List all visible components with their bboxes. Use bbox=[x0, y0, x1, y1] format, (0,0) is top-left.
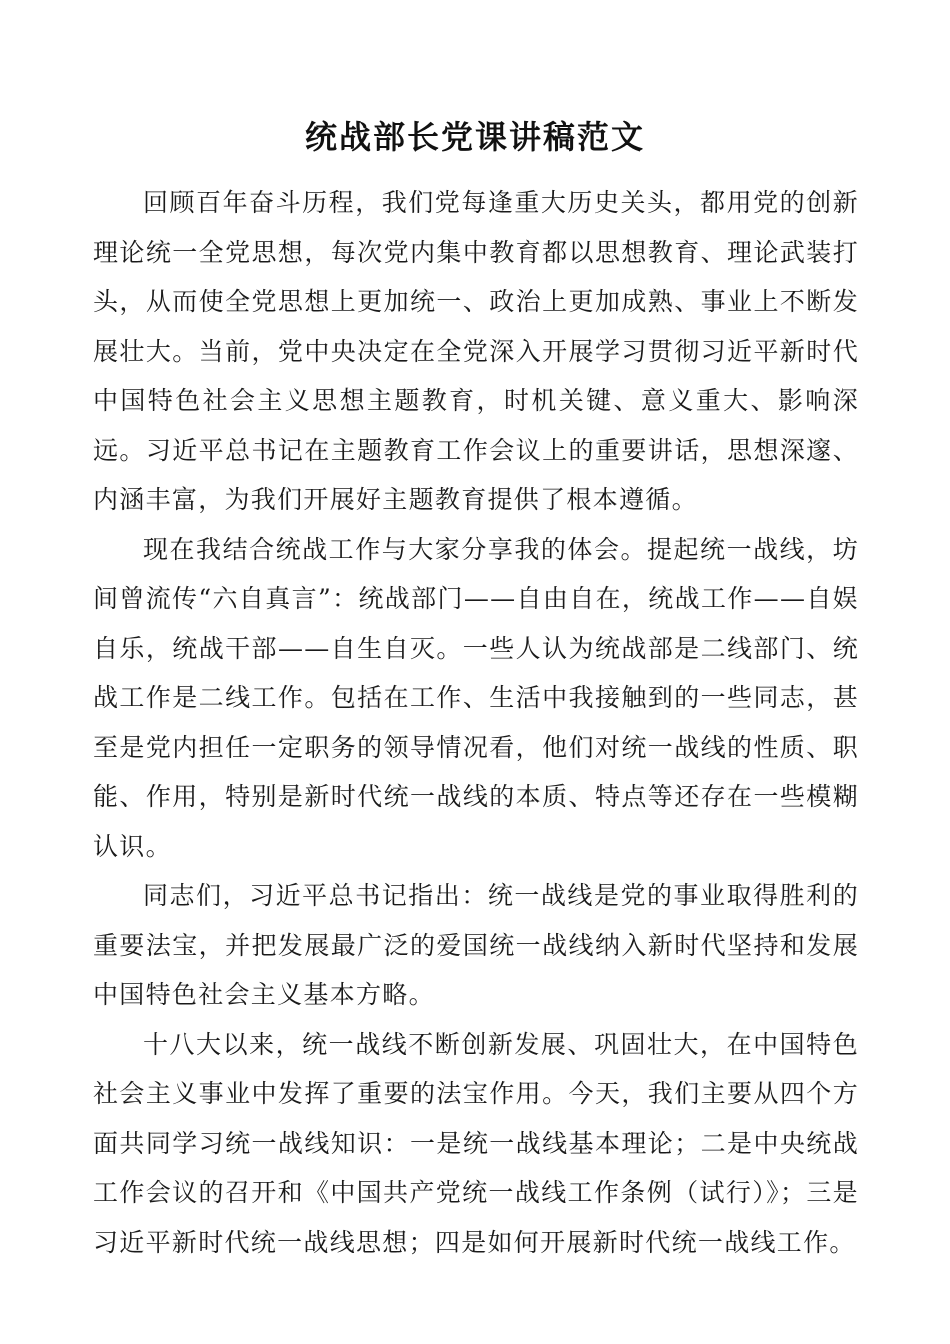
document-body bbox=[93, 178, 859, 1267]
paragraph-3: 同志们，习近平总书记指出：统一战线是党的事业取得胜利的重要法宝，并把发展最广泛的爱国统一战线纳入新时代坚持和发展中国特色社会主义基本方略。 bbox=[93, 881, 859, 1009]
paragraph-2: 现在我结合统战工作与大家分享我的体会。提起统一战线，坊间曾流传“六自真言”：统战部门——自由自在，统战工作——自娱自乐，统战干部——自生自灭。一些人认为统战部是二线部门、统战工作是二线工作。包括在工作、生活中我接触到的一些同志，甚至是党内担任一定职务的领导情况看，他们对统一战线的性质、职能、作用，特别是新时代统一战线的本质、特点等还存在一些模糊认识。 bbox=[93, 534, 859, 861]
paragraph-4: 十八大以来，统一战线不断创新发展、巩固壮大，在中国特色社会主义事业中发挥了重要的法宝作用。今天，我们主要从四个方面共同学习统一战线知识：一是统一战线基本理论；二是中央统战工作会议的召开和《中国共产党统一战线工作条例（试行）》；三是习近平新时代统一战线思想；四是如何开展新时代统一战线工作。 bbox=[93, 1029, 859, 1257]
paragraph-1: 回顾百年奋斗历程，我们党每逢重大历史关头，都用党的创新理论统一全党思想，每次党内集中教育都以思想教育、理论武装打头，从而使全党思想上更加统一、政治上更加成熟、事业上不断发展壮大。当前，党中央决定在全党深入开展学习贯彻习近平新时代中国特色社会主义思想主题教育，时机关键、意义重大、影响深远。习近平总书记在主题教育工作会议上的重要讲话，思想深邃、内涵丰富，为我们开展好主题教育提供了根本遵循。 bbox=[93, 188, 859, 514]
document-title: 统战部长党课讲稿范文 bbox=[304, 118, 645, 156]
